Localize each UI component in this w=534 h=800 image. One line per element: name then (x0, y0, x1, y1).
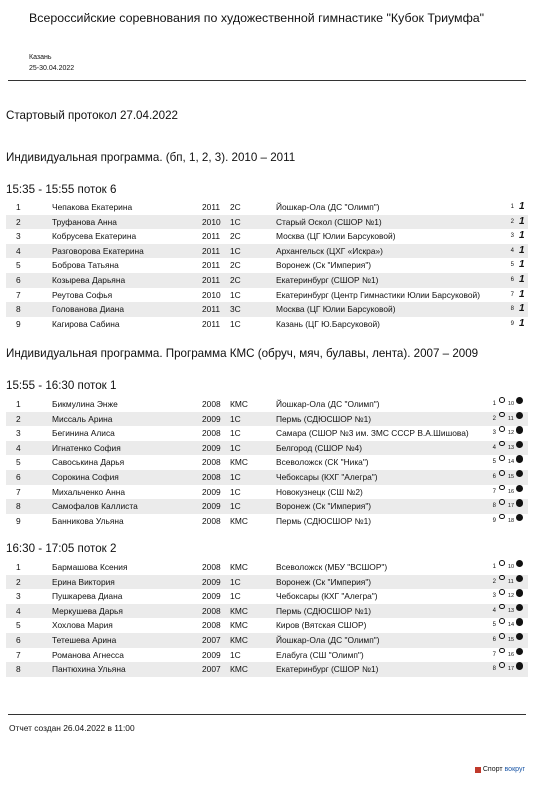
apparatus-1-icon: 1 (519, 201, 525, 212)
apparatus-order: 1 (510, 204, 514, 210)
birth-year: 2009 (202, 486, 221, 497)
apparatus-order-second: 18 (508, 517, 515, 524)
start-number: 6 (16, 274, 21, 285)
start-number: 3 (16, 428, 21, 439)
start-number: 2 (16, 413, 21, 424)
hoop-icon (499, 499, 505, 505)
ball-icon (516, 397, 523, 404)
hoop-icon (499, 470, 505, 476)
flow-title: 15:35 - 15:55 поток 6 (6, 183, 117, 196)
birth-year: 2011 (202, 231, 221, 242)
club-name: Екатеринбург (Центр Гимнастики Юлии Барсуковой) (276, 289, 480, 300)
apparatus-order: 3 (492, 593, 496, 600)
athlete-name: Чепакова Екатерина (52, 202, 133, 212)
sport-rank: КМС (230, 515, 248, 526)
apparatus-order: 6 (492, 636, 496, 643)
athlete-name: Труфанова Анна (52, 216, 117, 227)
apparatus-order: 2 (510, 218, 514, 225)
sport-rank: КМС (230, 620, 248, 631)
apparatus-order-second: 17 (508, 666, 515, 673)
sport-rank: 1С (230, 591, 241, 602)
apparatus-order-second: 10 (508, 401, 515, 407)
athlete-name: Бегинина Алиса (52, 428, 115, 439)
athlete-name: Голованова Диана (52, 304, 125, 315)
table-row (6, 441, 528, 456)
birth-year: 2007 (202, 664, 221, 675)
birth-year: 2011 (202, 304, 221, 315)
birth-year: 2011 (202, 318, 221, 329)
apparatus-order-second: 17 (508, 503, 515, 510)
athlete-name: Разговорова Екатерина (52, 245, 144, 256)
hoop-icon (499, 412, 505, 418)
sport-rank: 1С (230, 486, 241, 497)
hoop-icon (499, 604, 505, 610)
hoop-icon (499, 397, 505, 403)
table-row (6, 200, 528, 215)
table-row (6, 485, 528, 500)
sport-rank: 2С (230, 274, 241, 285)
apparatus-order-second: 12 (508, 430, 515, 437)
club-name: Москва (ЦГ Юлии Барсуковой) (276, 304, 396, 315)
club-name: Москва (ЦГ Юлии Барсуковой) (276, 231, 396, 242)
birth-year: 2008 (202, 605, 221, 616)
club-name: Всеволожск (МБУ "ВСШОР") (276, 562, 388, 572)
apparatus-1-icon: 1 (519, 244, 525, 256)
birth-year: 2009 (202, 501, 221, 512)
start-number: 8 (16, 304, 21, 315)
sport-rank: 1С (230, 318, 241, 329)
club-name: Старый Оскол (СШОР №1) (276, 216, 382, 227)
hoop-icon (499, 441, 505, 447)
ball-icon (516, 499, 523, 506)
ball-icon (516, 560, 523, 567)
sport-rank: 1С (230, 216, 241, 227)
start-number: 8 (16, 664, 21, 675)
club-name: Елабуга (СШ "Олимп") (276, 649, 364, 660)
club-name: Чебоксары (КХГ "Алегра") (276, 471, 378, 482)
birth-year: 2009 (202, 591, 221, 602)
ball-icon (516, 441, 523, 448)
apparatus-order: 6 (510, 276, 514, 283)
athlete-name: Реутова Софья (52, 289, 113, 300)
table-row (6, 560, 528, 575)
apparatus-order: 7 (510, 291, 514, 298)
club-name: Екатеринбург (СШОР №1) (276, 664, 379, 675)
sport-rank: 1С (230, 576, 241, 587)
ball-icon (516, 589, 523, 596)
club-name: Самара (СШОР №3 им. ЗМС СССР В.А.Шишова) (276, 428, 469, 439)
hoop-icon (499, 589, 505, 595)
table-row (6, 397, 528, 412)
sport-rank: 1С (230, 428, 241, 439)
apparatus-order: 4 (492, 607, 496, 614)
sport-vokrug-logo (475, 766, 525, 773)
table-row (6, 317, 528, 332)
birth-year: 2009 (202, 649, 221, 660)
sport-rank: 1С (230, 471, 241, 482)
document-title: Всероссийские соревнования по художественной гимнастике "Кубок Триумфа" (29, 11, 485, 25)
club-name: Новокузнецк (СШ №2) (276, 486, 363, 497)
club-name: Белгород (СШОР №4) (276, 442, 363, 453)
apparatus-order-second: 13 (508, 444, 515, 451)
club-name: Всеволожск (СК "Ника") (276, 457, 369, 468)
sport-rank: КМС (230, 457, 248, 468)
ball-icon (516, 575, 523, 582)
apparatus-order: 3 (510, 233, 514, 240)
apparatus-order: 9 (510, 320, 514, 327)
apparatus-order: 9 (492, 517, 496, 524)
protocol-title: Стартовый протокол 27.04.2022 (6, 109, 178, 122)
logo-text: Спорт (482, 766, 503, 773)
apparatus-1-icon: 1 (519, 273, 525, 285)
birth-year: 2008 (202, 399, 221, 409)
sport-rank: КМС (230, 664, 248, 675)
apparatus-order: 1 (492, 401, 496, 407)
ball-icon (516, 412, 523, 419)
start-number: 2 (16, 216, 21, 227)
club-name: Пермь (СДЮСШОР №1) (276, 605, 372, 616)
athlete-name: Савоськина Дарья (52, 457, 125, 468)
apparatus-1-icon: 1 (519, 215, 525, 227)
start-number: 7 (16, 486, 21, 497)
sport-rank: КМС (230, 634, 248, 645)
apparatus-order: 3 (492, 430, 496, 437)
sport-rank: КМС (230, 562, 248, 572)
apparatus-order-second: 16 (508, 488, 515, 495)
athlete-name: Романова Агнесса (52, 649, 124, 660)
apparatus-order: 4 (510, 247, 514, 254)
hoop-icon (499, 485, 505, 491)
club-name: Йошкар-Ола (ДС "Олимп") (276, 202, 380, 212)
apparatus-order: 8 (492, 503, 496, 510)
athlete-name: Самофалов Каллиста (52, 501, 138, 512)
apparatus-order: 5 (492, 459, 496, 466)
apparatus-order: 5 (510, 262, 514, 269)
start-number: 1 (16, 562, 21, 572)
birth-year: 2008 (202, 428, 221, 439)
table-row (6, 604, 528, 619)
start-number: 1 (16, 399, 21, 409)
hoop-icon (499, 662, 505, 668)
athlete-name: Бармашова Ксения (52, 562, 128, 572)
sport-rank: КМС (230, 605, 248, 616)
table-row (6, 648, 528, 663)
birth-year: 2011 (202, 260, 221, 271)
birth-year: 2008 (202, 562, 221, 572)
start-number: 2 (16, 576, 21, 587)
sport-rank: 1С (230, 289, 241, 300)
sport-rank: 1С (230, 649, 241, 660)
athlete-name: Боброва Татьяна (52, 260, 119, 271)
club-name: Воронеж (Ск "Империя") (276, 501, 372, 512)
sport-rank: 1С (230, 501, 241, 512)
start-list-table (6, 397, 528, 528)
start-number: 6 (16, 471, 21, 482)
club-name: Йошкар-Ола (ДС "Олимп") (276, 399, 380, 409)
club-name: Казань (ЦГ Ю.Барсуковой) (276, 318, 380, 329)
start-number: 5 (16, 260, 21, 271)
flow-title: 16:30 - 17:05 поток 2 (6, 542, 117, 555)
table-row (6, 575, 528, 590)
apparatus-1-icon: 1 (519, 303, 525, 315)
club-name: Йошкар-Ола (ДС "Олимп") (276, 634, 380, 645)
footer-divider (8, 714, 526, 715)
sport-rank: 2С (230, 260, 241, 271)
ball-icon (516, 455, 523, 462)
apparatus-order: 6 (492, 473, 496, 480)
apparatus-order-second: 15 (508, 473, 515, 480)
birth-year: 2009 (202, 442, 221, 453)
logo-accent-text: вокруг (504, 766, 525, 773)
flow-title: 15:55 - 16:30 поток 1 (6, 379, 117, 392)
sport-rank: 1С (230, 413, 241, 424)
start-number: 1 (16, 202, 21, 212)
apparatus-order-second: 15 (508, 636, 515, 643)
hoop-icon (499, 426, 505, 432)
club-name: Воронеж (Ск "Империя") (276, 260, 372, 271)
club-name: Екатеринбург (СШОР №1) (276, 274, 379, 285)
ball-icon (516, 604, 523, 611)
athlete-name: Козырева Дарьяна (52, 274, 126, 285)
start-number: 9 (16, 318, 21, 329)
ball-icon (516, 618, 523, 625)
birth-year: 2009 (202, 576, 221, 587)
sport-rank: 1С (230, 245, 241, 256)
apparatus-order-second: 13 (508, 607, 515, 614)
club-name: Киров (Вятская СШОР) (276, 620, 367, 631)
club-name: Воронеж (Ск "Империя") (276, 576, 372, 587)
table-row (6, 288, 528, 303)
athlete-name: Пушкарева Диана (52, 591, 123, 602)
apparatus-order: 8 (492, 666, 496, 673)
club-name: Пермь (СДЮСШОР №1) (276, 515, 372, 526)
athlete-name: Михальченко Анна (52, 486, 125, 497)
event-dates: 25-30.04.2022 (29, 65, 75, 72)
apparatus-order: 2 (492, 415, 496, 422)
athlete-name: Тетешева Арина (52, 634, 117, 645)
table-row (6, 589, 528, 604)
start-number: 9 (16, 515, 21, 526)
apparatus-order-second: 12 (508, 593, 515, 600)
event-city: Казань (29, 54, 52, 61)
table-row (6, 244, 528, 259)
apparatus-order-second: 14 (508, 459, 515, 466)
ball-icon (516, 514, 523, 521)
club-name: Архангельск (ЦХГ «Искра») (276, 245, 383, 256)
birth-year: 2010 (202, 289, 221, 300)
table-row (6, 258, 528, 273)
birth-year: 2008 (202, 515, 221, 526)
table-row (6, 426, 528, 441)
table-row (6, 662, 528, 677)
apparatus-1-icon: 1 (519, 259, 525, 271)
start-number: 4 (16, 442, 21, 453)
apparatus-1-icon: 1 (519, 288, 525, 300)
apparatus-order: 4 (492, 444, 496, 451)
athlete-name: Меркушева Дарья (52, 605, 123, 616)
apparatus-1-icon: 1 (519, 230, 525, 242)
birth-year: 2008 (202, 620, 221, 631)
birth-year: 2011 (202, 245, 221, 256)
apparatus-order: 1 (492, 564, 496, 570)
apparatus-order: 2 (492, 578, 496, 585)
start-number: 3 (16, 231, 21, 242)
ball-icon (516, 426, 523, 433)
table-row (6, 618, 528, 633)
apparatus-order-second: 11 (508, 578, 514, 585)
table-row (6, 514, 528, 529)
apparatus-order-second: 11 (508, 415, 514, 422)
apparatus-order-second: 10 (508, 564, 515, 570)
start-number: 4 (16, 245, 21, 256)
start-number: 3 (16, 591, 21, 602)
table-row (6, 455, 528, 470)
sport-rank: 1С (230, 442, 241, 453)
birth-year: 2008 (202, 457, 221, 468)
hoop-icon (499, 560, 505, 566)
header-divider (8, 80, 526, 81)
table-row (6, 633, 528, 648)
club-name: Чебоксары (КХГ "Алегра") (276, 591, 378, 602)
athlete-name: Бикмулина Энже (52, 399, 118, 409)
athlete-name: Банникова Ульяна (52, 515, 124, 526)
apparatus-order: 5 (492, 622, 496, 629)
table-row (6, 215, 528, 230)
sport-rank: КМС (230, 399, 248, 409)
table-row (6, 412, 528, 427)
birth-year: 2010 (202, 216, 221, 227)
apparatus-order-second: 14 (508, 622, 515, 629)
table-row (6, 302, 528, 317)
athlete-name: Ерина Виктория (52, 576, 115, 587)
ball-icon (516, 648, 523, 655)
hoop-icon (499, 633, 505, 639)
section-title: Индивидуальная программа. (бп, 1, 2, 3). 2010 – 2011 (6, 151, 296, 164)
start-number: 8 (16, 501, 21, 512)
ball-icon (516, 485, 523, 492)
athlete-name: Пантюхина Ульяна (52, 664, 126, 675)
table-row (6, 273, 528, 288)
birth-year: 2009 (202, 413, 221, 424)
hoop-icon (499, 455, 505, 461)
start-list-table (6, 200, 528, 331)
hoop-icon (499, 618, 505, 624)
club-name: Пермь (СДЮСШОР №1) (276, 413, 372, 424)
sport-rank: 3С (230, 304, 241, 315)
start-number: 4 (16, 605, 21, 616)
start-number: 5 (16, 457, 21, 468)
table-row (6, 229, 528, 244)
birth-year: 2007 (202, 634, 221, 645)
start-number: 6 (16, 634, 21, 645)
birth-year: 2008 (202, 471, 221, 482)
start-list-table (6, 560, 528, 677)
start-number: 7 (16, 289, 21, 300)
start-number: 5 (16, 620, 21, 631)
hoop-icon (499, 575, 505, 581)
apparatus-order: 8 (510, 306, 514, 313)
ball-icon (516, 662, 523, 669)
apparatus-1-icon: 1 (519, 317, 525, 329)
athlete-name: Миссаль Арина (52, 413, 113, 424)
athlete-name: Сорокина София (52, 471, 119, 482)
table-row (6, 499, 528, 514)
apparatus-order: 7 (492, 488, 496, 495)
section-title: Индивидуальная программа. Программа КМС (обруч, мяч, булавы, лента). 2007 – 2009 (6, 347, 479, 360)
report-created-text: Отчет создан 26.04.2022 в 11:00 (9, 723, 135, 733)
apparatus-order-second: 16 (508, 651, 515, 658)
athlete-name: Хохлова Мария (52, 620, 113, 631)
hoop-icon (499, 514, 505, 520)
birth-year: 2011 (202, 202, 221, 212)
athlete-name: Игнатенко София (52, 442, 121, 453)
ball-icon (516, 633, 523, 640)
ball-icon (516, 470, 523, 477)
table-row (6, 470, 528, 485)
logo-icon (475, 767, 481, 773)
sport-rank: 2С (230, 202, 241, 212)
start-number: 7 (16, 649, 21, 660)
athlete-name: Кагирова Сабина (52, 318, 120, 329)
athlete-name: Кобрусева Екатерина (52, 231, 137, 242)
hoop-icon (499, 648, 505, 654)
birth-year: 2011 (202, 274, 221, 285)
apparatus-order: 7 (492, 651, 496, 658)
sport-rank: 2С (230, 231, 241, 242)
